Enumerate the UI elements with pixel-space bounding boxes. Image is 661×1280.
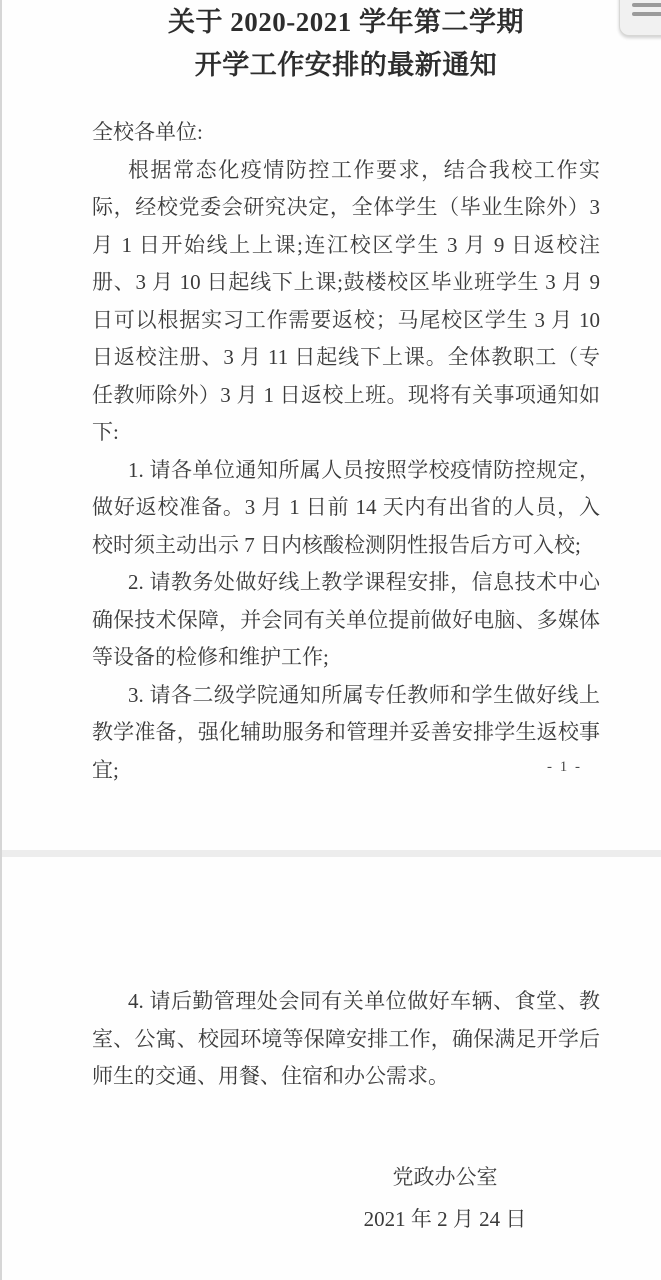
notice-item-2: 2. 请教务处做好线上教学课程安排，信息技术中心确保技术保障，并会同有关单位提前做好电脑、多媒体等设备的检修和维护工作;	[92, 570, 600, 669]
hamburger-icon	[620, 0, 661, 35]
signature-date: 2021 年 2 月 24 日	[363, 1206, 527, 1231]
signature-office: 党政办公室	[392, 1164, 498, 1189]
title-line-2: 开学工作安排的最新通知	[194, 50, 498, 80]
notice-item-3: 3. 请各二级学院通知所属专任教师和学生做好线上教学准备，强化辅助服务和管理并妥善安排学生返校事宜;	[92, 682, 600, 782]
document-title	[92, 1, 600, 87]
salutation: 全校各单位:	[92, 120, 203, 144]
left-edge-line	[0, 0, 2, 1280]
signature-block	[295, 1156, 595, 1240]
notice-body	[92, 152, 600, 790]
menu-button[interactable]	[619, 0, 661, 36]
document-page-2	[0, 857, 661, 1280]
hamburger-bar	[632, 12, 661, 16]
notice-paragraph-intro: 根据常态化疫情防控工作要求，结合我校工作实际，经校党委会研究决定，全体学生（毕业生除外）3 月 1 日开始线上上课;连江校区学生 3 月 9 日返校注册、3 月 10 日起线下上课;鼓楼校区毕业班学生 3 月 9 日可以根据实习工作需要返校；马尾校区学生 3 月 10 日返校注册、3 月 11 日起线下上课。全体教职工（专任教师除外）3 月 1 日返校上班。现将有关事项通知如下:	[92, 157, 600, 444]
page-separator	[0, 850, 661, 857]
notice-item-1: 1. 请各单位通知所属人员按照学校疫情防控规定，做好返校准备。3 月 1 日前 14 天内有出省的人员，入校时须主动出示 7 日内核酸检测阴性报告后方可入校;	[92, 457, 600, 557]
hamburger-bar	[632, 3, 661, 7]
page-number: - 1 -	[547, 759, 582, 775]
notice-body-page2	[92, 983, 600, 1096]
notice-item-4: 4. 请后勤管理处会同有关单位做好车辆、食堂、教室、公寓、校园环境等保障安排工作，确保满足开学后师生的交通、用餐、住宿和办公需求。	[92, 989, 600, 1088]
title-line-1: 关于 2020-2021 学年第二学期	[168, 7, 524, 37]
